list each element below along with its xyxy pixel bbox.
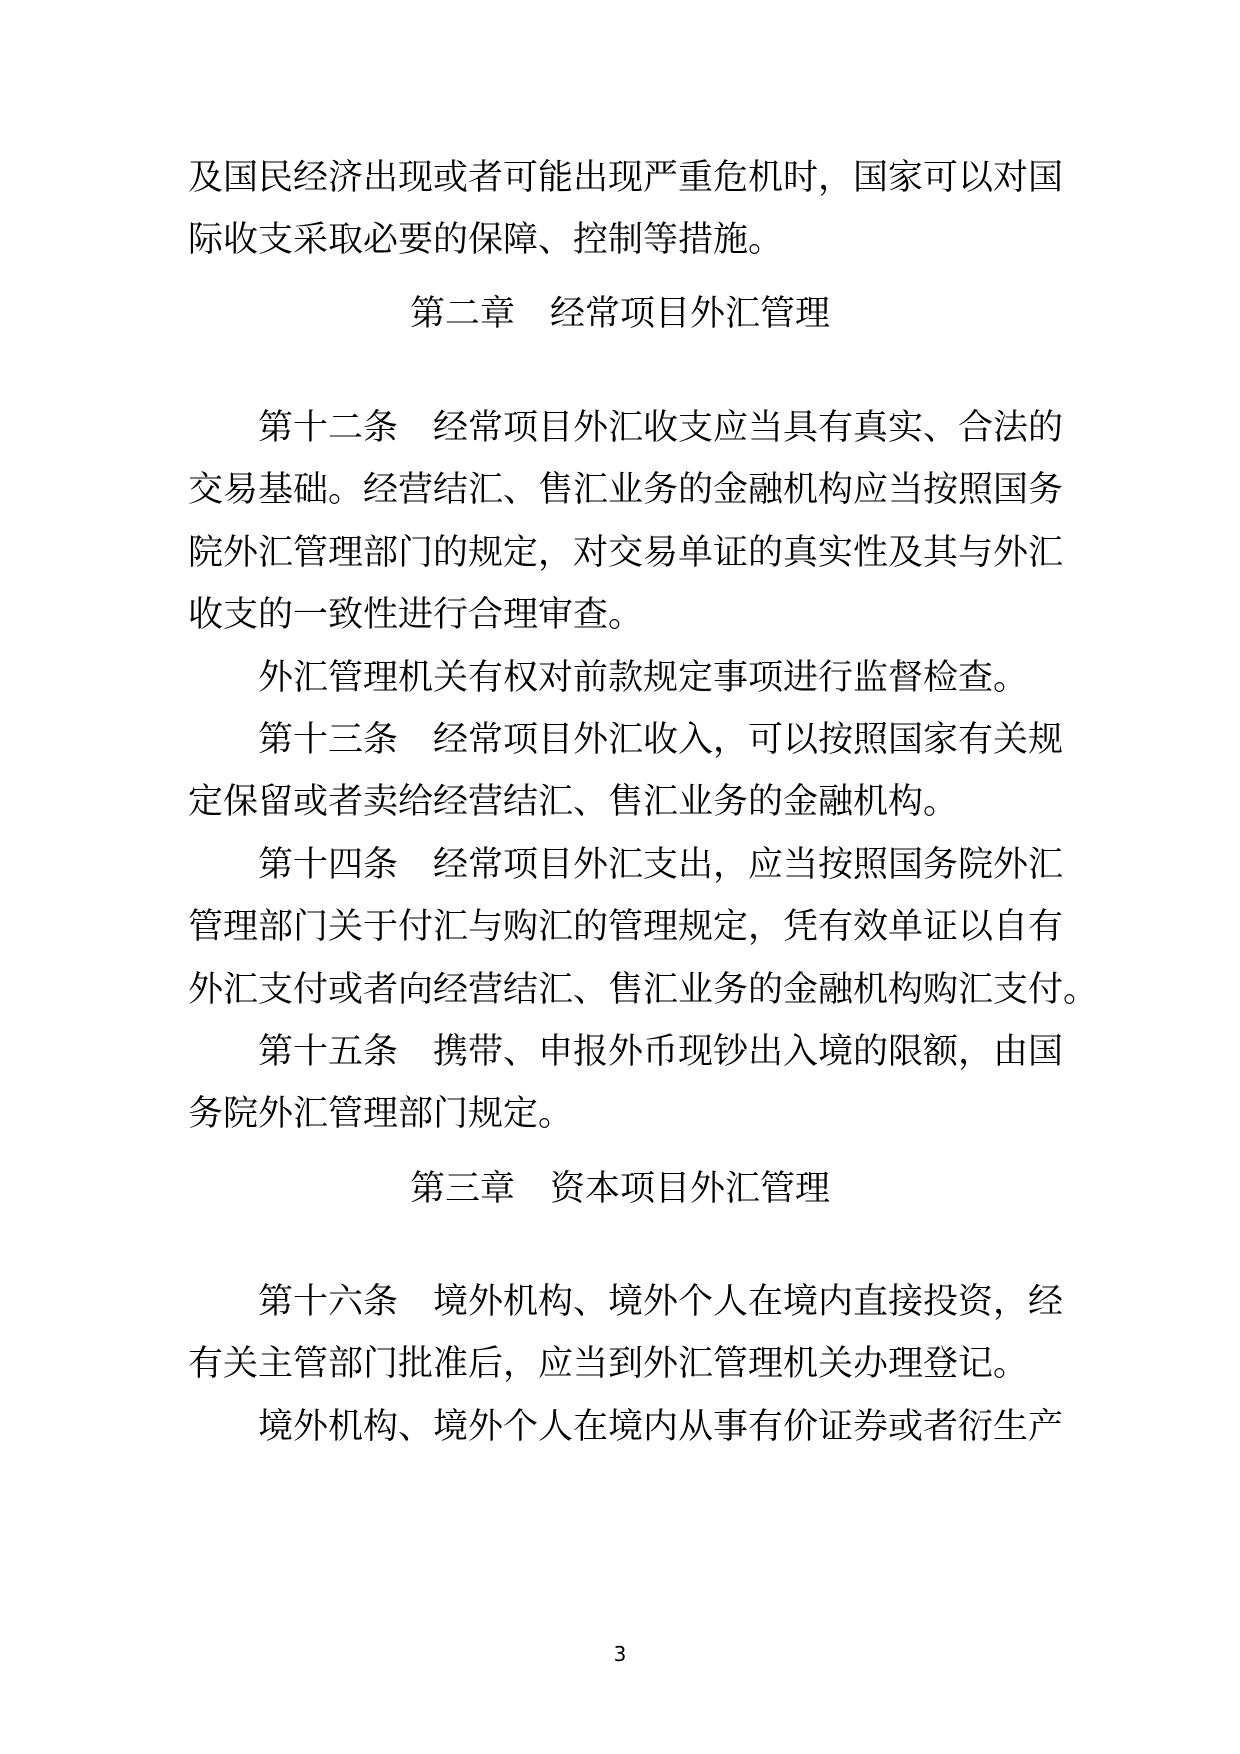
chapter-heading: 第三章 资本项目外汇管理	[409, 1169, 830, 1209]
article-14-line: 第十四条 经常项目外汇支出，应当按照国务院外汇	[188, 845, 1064, 885]
article-13-line: 定保留或者卖给经营结汇、售汇业务的金融机构。	[188, 782, 959, 822]
text-line: 及国民经济出现或者可能出现严重危机时，国家可以对国	[188, 158, 1064, 198]
article-16-line: 第十六条 境外机构、境外个人在境内直接投资，经	[188, 1282, 1064, 1322]
page-number: 3	[613, 1642, 627, 1666]
article-15-line: 务院外汇管理部门规定。	[188, 1094, 574, 1134]
article-13-line: 第十三条 经常项目外汇收入，可以按照国家有关规	[188, 720, 1064, 760]
article-12-line: 第十二条 经常项目外汇收支应当具有真实、合法的	[188, 408, 1064, 448]
chapter-heading: 第二章 经常项目外汇管理	[409, 294, 830, 334]
text-line: 际收支采取必要的保障、控制等措施。	[188, 220, 784, 260]
article-12-line: 收支的一致性进行合理审查。	[188, 595, 644, 635]
article-16-line: 有关主管部门批准后，应当到外汇管理机关办理登记。	[188, 1344, 1029, 1384]
article-14-line: 管理部门关于付汇与购汇的管理规定，凭有效单证以自有	[188, 907, 1064, 947]
article-16-paragraph-2: 境外机构、境外个人在境内从事有价证券或者衍生产	[188, 1407, 1064, 1447]
article-12-line: 交易基础。经营结汇、售汇业务的金融机构应当按照国务	[188, 470, 1064, 510]
article-15-line: 第十五条 携带、申报外币现钞出入境的限额，由国	[188, 1032, 1064, 1072]
article-12-paragraph-2: 外汇管理机关有权对前款规定事项进行监督检查。	[188, 658, 1029, 698]
article-12-line: 院外汇管理部门的规定，对交易单证的真实性及其与外汇	[188, 533, 1064, 573]
article-14-line: 外汇支付或者向经营结汇、售汇业务的金融机构购汇支付。	[188, 970, 1099, 1010]
